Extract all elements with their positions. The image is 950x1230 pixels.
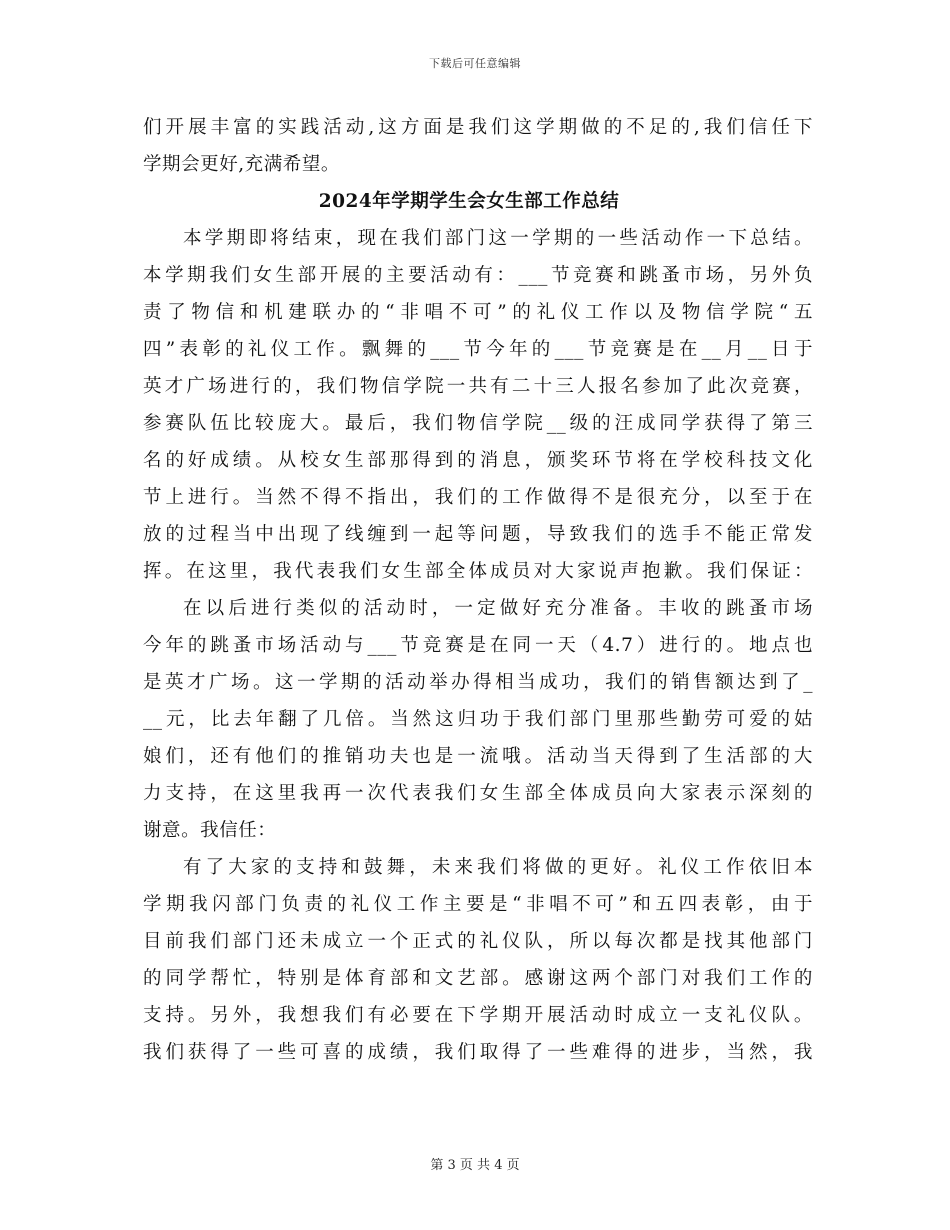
text-line: 娘们，还有他们的推销功夫也是一流哦。活动当天得到了生活部的大 — [143, 746, 813, 767]
page-header: 下载后可任意编辑 — [429, 57, 521, 70]
text-line: 是英才广场。这一学期的活动举办得相当成功，我们的销售额达到了_ — [143, 672, 813, 693]
document-body — [143, 109, 813, 1071]
text-line: 我们获得了一些可喜的成绩，我们取得了一些难得的进步，当然，我 — [143, 1042, 813, 1063]
text-line: 本学期即将结束，现在我们部门这一学期的一些活动作一下总结。 — [183, 228, 813, 249]
text-line: 的同学帮忙，特别是体育部和文艺部。感谢这两个部门对我们工作的 — [143, 968, 813, 989]
text-line: 支持。另外，我想我们有必要在下学期开展活动时成立一支礼仪队。 — [143, 1005, 813, 1026]
text-line: 放的过程当中出现了线缠到一起等问题，导致我们的选手不能正常发 — [143, 524, 813, 545]
text-line: 学期我闪部门负责的礼仪工作主要是“非唱不可”和五四表彰，由于 — [143, 894, 813, 915]
text-line: 责了物信和机建联办的“非唱不可”的礼仪工作以及物信学院“五 — [143, 302, 813, 323]
text-line: __元，比去年翻了几倍。当然这归功于我们部门里那些勤劳可爱的姑 — [143, 709, 813, 730]
text-line: 力支持，在这里我再一次代表我们女生部全体成员向大家表示深刻的 — [143, 783, 813, 804]
text-line: 参赛队伍比较庞大。最后，我们物信学院__级的汪成同学获得了第三 — [143, 413, 813, 434]
text-line: 四”表彰的礼仪工作。飘舞的___节今年的___节竞赛是在__月__日于 — [143, 339, 813, 360]
text-line: 英才广场进行的，我们物信学院一共有二十三人报名参加了此次竞赛， — [143, 376, 813, 397]
text-line: 学期会更好,充满希望。 — [143, 154, 340, 175]
text-line: 名的好成绩。从校女生部那得到的消息，颁奖环节将在学校科技文化 — [143, 450, 813, 471]
text-line: 节上进行。当然不得不指出，我们的工作做得不是很充分，以至于在 — [143, 487, 813, 508]
text-line: 们开展丰富的实践活动,这方面是我们这学期做的不足的,我们信任下 — [143, 117, 813, 138]
page-footer: 第 3 页 共 4 页 — [430, 1158, 520, 1173]
section-title: 2024年学期学生会女生部工作总结 — [318, 191, 620, 212]
text-line: 目前我们部门还未成立一个正式的礼仪队，所以每次都是找其他部门 — [143, 931, 813, 952]
text-line: 有了大家的支持和鼓舞，未来我们将做的更好。礼仪工作依旧本 — [183, 857, 813, 878]
text-line: 谢意。我信任： — [143, 820, 277, 841]
text-line: 今年的跳蚤市场活动与___节竞赛是在同一天（4.7）进行的。地点也 — [143, 635, 813, 656]
text-line: 在以后进行类似的活动时，一定做好充分准备。丰收的跳蚤市场 — [183, 598, 813, 619]
text-line: 本学期我们女生部开展的主要活动有：___节竞赛和跳蚤市场，另外负 — [143, 265, 813, 286]
text-line: 挥。在这里，我代表我们女生部全体成员对大家说声抱歉。我们保证： — [143, 561, 813, 582]
